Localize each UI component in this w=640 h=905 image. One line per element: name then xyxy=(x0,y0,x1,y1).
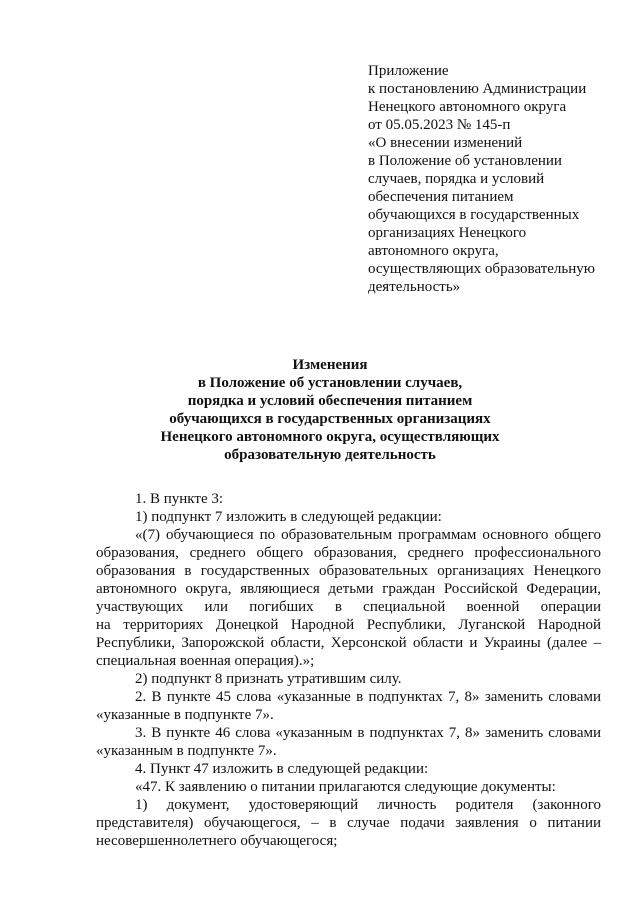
appendix-block xyxy=(368,62,628,296)
paragraph-line: 2. В пункте 45 слова «указанные в подпунктах 7, 8» заменить словами xyxy=(135,689,601,705)
document-body xyxy=(96,490,601,850)
paragraph-line: «указанные в подпункте 7». xyxy=(96,707,274,723)
paragraph-item-3 xyxy=(96,724,601,760)
appendix-line: автономного округа, xyxy=(368,243,499,259)
paragraph-subitem-2: 2) подпункт 8 признать утратившим силу. xyxy=(135,671,402,687)
appendix-line: «О внесении изменений xyxy=(368,135,523,151)
paragraph-line: Республики, Запорожской области, Херсонской области и Украины (далее – xyxy=(96,635,601,651)
paragraph-item-1: 1. В пункте 3: xyxy=(135,491,224,507)
paragraph-line: 3. В пункте 46 слова «указанным в подпунктах 7, 8» заменить словами xyxy=(135,725,601,741)
paragraph-line: участвующих или погибших в специальной военной операции xyxy=(96,599,601,615)
appendix-line: обучающихся в государственных xyxy=(368,207,580,223)
paragraph-item-4: 4. Пункт 47 изложить в следующей редакции: xyxy=(135,761,429,777)
title-line: образовательную деятельность xyxy=(224,447,436,463)
title-line: Ненецкого автономного округа, осуществляющих xyxy=(160,429,500,445)
paragraph-line: 1) документ, удостоверяющий личность родителя (законного xyxy=(135,797,601,813)
paragraph-line: образования, среднего общего образования, среднего профессионального xyxy=(96,545,601,561)
paragraph-line: «указанным в подпункте 7». xyxy=(96,743,277,759)
appendix-line: к постановлению Администрации xyxy=(368,81,587,97)
paragraph-subitem-1: 1) подпункт 7 изложить в следующей редакции: xyxy=(135,509,442,525)
title-line: обучающихся в государственных организациях xyxy=(169,411,491,427)
paragraph-line: на территориях Донецкой Народной Республики, Луганской Народной xyxy=(96,617,601,633)
appendix-line: от 05.05.2023 № 145-п xyxy=(368,117,511,133)
document-title xyxy=(60,356,600,464)
paragraph-line: представителя) обучающегося, – в случае подачи заявления о питании xyxy=(96,815,601,831)
title-line: порядка и условий обеспечения питанием xyxy=(187,393,473,409)
appendix-line: организациях Ненецкого xyxy=(368,225,527,241)
paragraph-line: «(7) обучающиеся по образовательным программам основного общего xyxy=(135,527,601,543)
paragraph-line: образования в государственных образовательных организациях Ненецкого xyxy=(96,563,601,579)
paragraph-line: специальная военная операция).»; xyxy=(96,653,315,669)
appendix-line: Приложение xyxy=(368,63,449,79)
title-line: в Положение об установлении случаев, xyxy=(197,375,463,391)
appendix-line: осуществляющих образовательную xyxy=(368,261,595,277)
paragraph-line: несовершеннолетнего обучающегося; xyxy=(96,833,338,849)
title-line: Изменения xyxy=(292,357,368,373)
paragraph-item-2 xyxy=(96,688,601,724)
appendix-line: случаев, порядка и условий xyxy=(368,171,545,187)
appendix-line: в Положение об установлении xyxy=(368,153,562,169)
appendix-line: Ненецкого автономного округа xyxy=(368,99,567,115)
appendix-line: деятельность» xyxy=(368,279,461,295)
appendix-line: обеспечения питанием xyxy=(368,189,514,205)
paragraph-line: автономного округа, являющиеся детьми граждан Российской Федерации, xyxy=(96,581,601,597)
paragraph-subitem-7-text xyxy=(96,526,601,670)
paragraph-item-47-subitem-1 xyxy=(96,796,601,850)
paragraph-item-47: «47. К заявлению о питании прилагаются следующие документы: xyxy=(135,779,556,795)
